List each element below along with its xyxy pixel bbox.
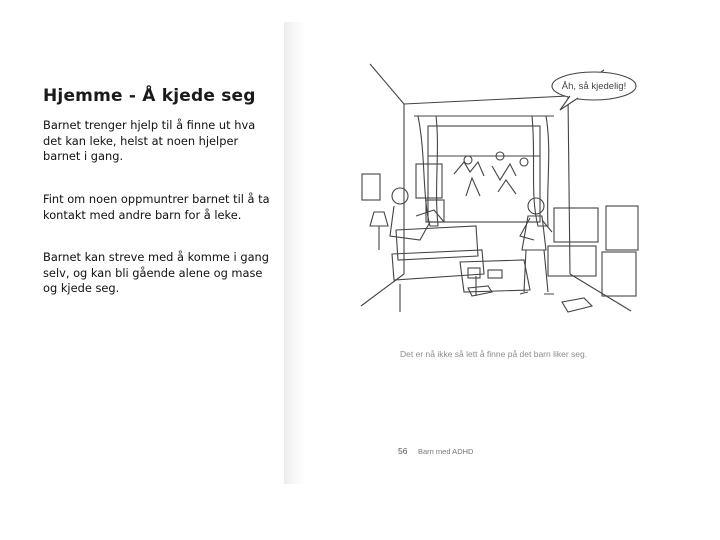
speech-bubble-text: Åh, så kjedelig! [561, 81, 627, 92]
illustration-caption: Det er nå ikke så lett å finne på det barn liker seg. [400, 349, 588, 359]
slide-title: Hjemme - Å kjede seg [43, 86, 256, 106]
paragraph-1: Barnet trenger hjelp til å finne ut hva det kan leke, helst at noen hjelper barnet i gang. [43, 118, 256, 163]
paragraph-3: Barnet kan streve med å komme i gang selv, og kan bli gående alene og mase og kjede seg. [43, 250, 269, 295]
page-number: 56 [398, 446, 408, 456]
living-room-illustration [356, 56, 646, 326]
paragraph-2: Fint om noen oppmuntrer barnet til å ta kontakt med andre barn for å leke. [43, 192, 270, 222]
book-title: Barn med ADHD [418, 447, 474, 456]
